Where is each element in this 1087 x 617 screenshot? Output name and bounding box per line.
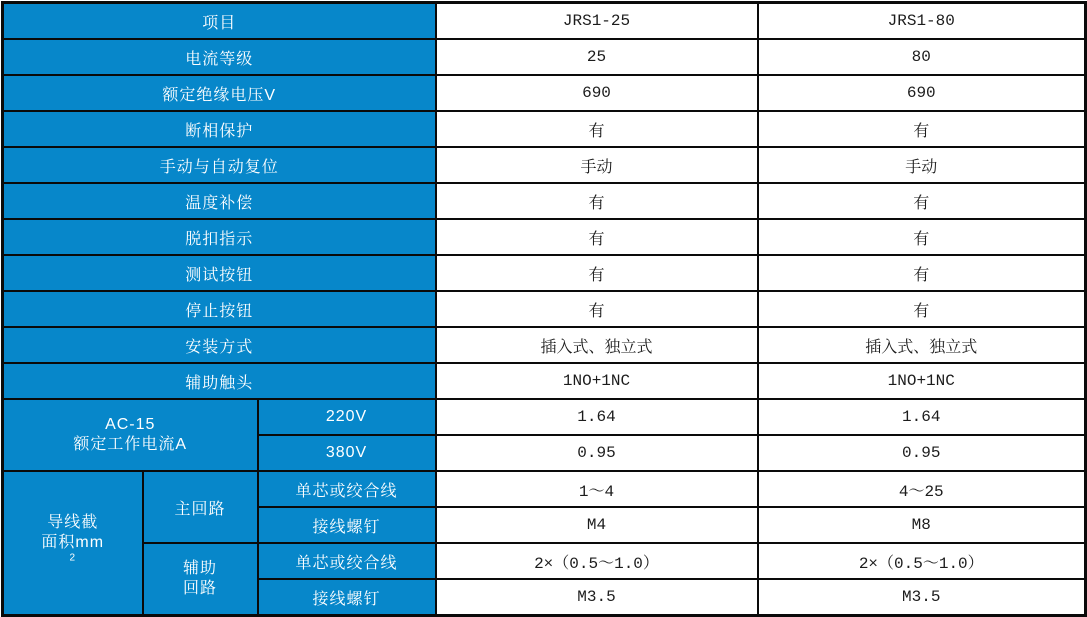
cell-value: 1～4: [436, 471, 758, 507]
row-label: 测试按钮: [3, 255, 436, 291]
cell-value: 有: [436, 183, 758, 219]
main-circuit-label: 主回路: [143, 471, 258, 543]
cell-value: 690: [436, 75, 758, 111]
row-label: 安装方式: [3, 327, 436, 363]
row-label: 额定绝缘电压V: [3, 75, 436, 111]
row-sublabel: 380V: [258, 435, 436, 471]
row-label: 手动与自动复位: [3, 147, 436, 183]
superscript-2: 2: [69, 552, 77, 564]
table-row: [3, 291, 1086, 327]
cell-value: M3.5: [758, 579, 1086, 616]
cell-value: 有: [436, 255, 758, 291]
cell-value: 有: [758, 183, 1086, 219]
cell-value: 插入式、独立式: [436, 327, 758, 363]
table-row-main-wire: [3, 471, 1086, 507]
aux-circuit-label: [143, 543, 258, 616]
cell-value: 4～25: [758, 471, 1086, 507]
cell-value: 1NO+1NC: [436, 363, 758, 399]
cell-value: 25: [436, 39, 758, 75]
cell-value: 1NO+1NC: [758, 363, 1086, 399]
conductor-label-line2: 面积mm $^2$: [41, 534, 105, 564]
cell-value: 690: [758, 75, 1086, 111]
header-model-1: JRS1-25: [436, 3, 758, 40]
row-sublabel: 220V: [258, 399, 436, 435]
cell-value: 有: [758, 255, 1086, 291]
cell-value: M3.5: [436, 579, 758, 616]
table-row: [3, 255, 1086, 291]
ac15-label-line1: AC-15: [105, 416, 156, 433]
table-row: [3, 111, 1086, 147]
conductor-group-label: [3, 471, 143, 616]
aux-label-line1: 辅助: [182, 560, 217, 577]
cell-value: 有: [436, 291, 758, 327]
row-sublabel: 单芯或绞合线: [258, 543, 436, 579]
cell-value: 有: [436, 219, 758, 255]
cell-value: 手动: [436, 147, 758, 183]
cell-value: M4: [436, 507, 758, 543]
row-label: 辅助触头: [3, 363, 436, 399]
cell-value: 有: [758, 291, 1086, 327]
table-row: [3, 147, 1086, 183]
table-row: [3, 327, 1086, 363]
cell-value: M8: [758, 507, 1086, 543]
row-sublabel: 接线螺钉: [258, 507, 436, 543]
row-sublabel: 接线螺钉: [258, 579, 436, 616]
row-sublabel: 单芯或绞合线: [258, 471, 436, 507]
cell-value: 2×（0.5～1.0）: [436, 543, 758, 579]
table-row-ac15-220v: [3, 399, 1086, 435]
table-row: [3, 183, 1086, 219]
header-model-2: JRS1-80: [758, 3, 1086, 40]
cell-value: 有: [758, 111, 1086, 147]
cell-value: 有: [436, 111, 758, 147]
table-row: [3, 363, 1086, 399]
cell-value: 80: [758, 39, 1086, 75]
aux-label-line2: 回路: [182, 580, 217, 597]
header-item-label: 项目: [3, 3, 436, 40]
cell-value: 1.64: [436, 399, 758, 435]
table-row: [3, 219, 1086, 255]
row-label: 断相保护: [3, 111, 436, 147]
cell-value: 1.64: [758, 399, 1086, 435]
row-label: 温度补偿: [3, 183, 436, 219]
ac15-label-line2: 额定工作电流A: [73, 436, 188, 453]
row-label: 脱扣指示: [3, 219, 436, 255]
row-label: 电流等级: [3, 39, 436, 75]
cell-value: 0.95: [436, 435, 758, 471]
ac15-group-label: [3, 399, 258, 471]
row-label: 停止按钮: [3, 291, 436, 327]
table-header-row: [3, 3, 1086, 40]
table-row: [3, 39, 1086, 75]
cell-value: 插入式、独立式: [758, 327, 1086, 363]
cell-value: 有: [758, 219, 1086, 255]
table-row: [3, 75, 1086, 111]
spec-table: [1, 1, 1087, 617]
cell-value: 手动: [758, 147, 1086, 183]
cell-value: 0.95: [758, 435, 1086, 471]
conductor-label-line1: 导线截: [47, 514, 99, 531]
table-row-aux-wire: [3, 543, 1086, 579]
cell-value: 2×（0.5～1.0）: [758, 543, 1086, 579]
